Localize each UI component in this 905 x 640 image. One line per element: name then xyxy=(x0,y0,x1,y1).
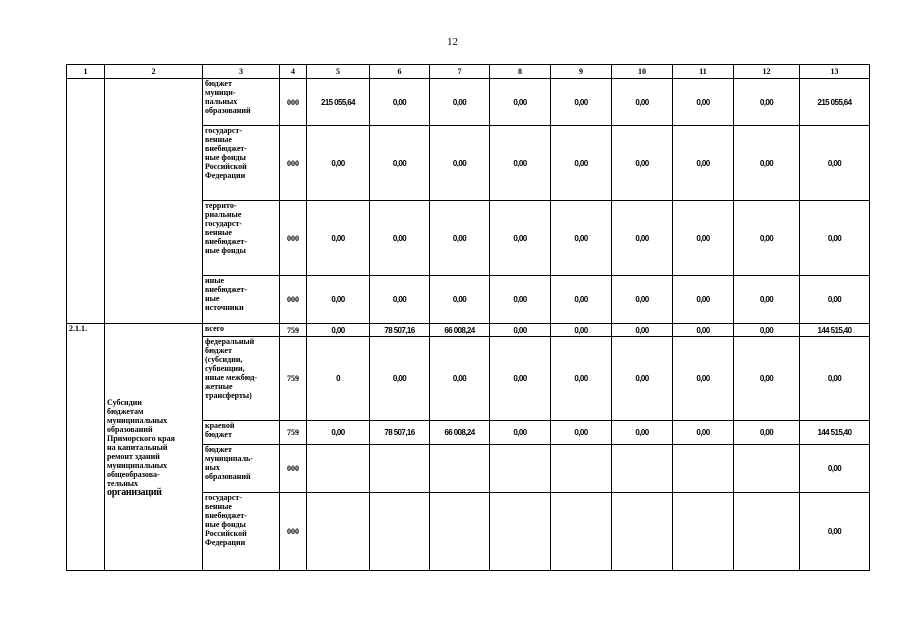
source-cell: федеральный бюджет (субсидии, субвенции, иные межбюд- жетные трансферты) xyxy=(203,337,280,421)
source-cell: иные внебюджет- ные источники xyxy=(203,276,280,324)
value-cell: 0,00 xyxy=(673,126,734,201)
value-cell: 0,00 xyxy=(430,337,490,421)
source-cell: бюджет муниципаль- ных образований xyxy=(203,445,280,493)
code-cell: 759 xyxy=(280,324,307,337)
header-cell: 13 xyxy=(800,65,870,79)
value-cell: 0,00 xyxy=(612,276,673,324)
value-cell xyxy=(734,445,800,493)
value-cell: 0,00 xyxy=(673,79,734,126)
code-cell: 000 xyxy=(280,493,307,571)
value-cell: 0,00 xyxy=(612,337,673,421)
code-cell: 000 xyxy=(280,276,307,324)
value-cell xyxy=(430,445,490,493)
value-cell: 0,00 xyxy=(673,276,734,324)
value-cell: 0,00 xyxy=(551,201,612,276)
value-cell xyxy=(307,493,370,571)
value-cell: 0,00 xyxy=(551,126,612,201)
value-cell xyxy=(370,493,430,571)
code-cell: 000 xyxy=(280,79,307,126)
value-cell xyxy=(612,493,673,571)
value-cell: 0,00 xyxy=(307,276,370,324)
source-cell: террито- риальные государст- венные внебюджет- ные фонды xyxy=(203,201,280,276)
value-cell: 0,00 xyxy=(370,337,430,421)
row-id-cell xyxy=(67,79,105,324)
source-cell: государст- венные внебюджет- ные фонды Российской Федерации xyxy=(203,493,280,571)
value-cell: 0,00 xyxy=(800,201,870,276)
value-cell: 0,00 xyxy=(307,324,370,337)
source-cell: краевой бюджет xyxy=(203,421,280,445)
source-cell: государст- венные внебюджет- ные фонды Российской Федерации xyxy=(203,126,280,201)
value-cell: 0,00 xyxy=(800,493,870,571)
table-row xyxy=(67,324,870,337)
value-cell: 0,00 xyxy=(370,201,430,276)
value-cell: 144 515,40 xyxy=(800,421,870,445)
value-cell: 0,00 xyxy=(551,276,612,324)
value-cell: 0,00 xyxy=(612,421,673,445)
value-cell: 0,00 xyxy=(490,201,551,276)
value-cell: 0 xyxy=(307,337,370,421)
header-cell: 3 xyxy=(203,65,280,79)
value-cell: 0,00 xyxy=(734,126,800,201)
header-cell: 4 xyxy=(280,65,307,79)
budget-table xyxy=(66,64,870,571)
value-cell xyxy=(612,445,673,493)
value-cell: 0,00 xyxy=(490,337,551,421)
value-cell: 0,00 xyxy=(551,79,612,126)
value-cell: 0,00 xyxy=(800,126,870,201)
value-cell: 0,00 xyxy=(673,421,734,445)
value-cell: 0,00 xyxy=(490,79,551,126)
value-cell xyxy=(734,493,800,571)
code-cell: 000 xyxy=(280,445,307,493)
header-cell: 10 xyxy=(612,65,673,79)
value-cell: 0,00 xyxy=(370,79,430,126)
value-cell: 78 507,16 xyxy=(370,421,430,445)
header-cell: 8 xyxy=(490,65,551,79)
value-cell: 0,00 xyxy=(612,201,673,276)
header-cell: 5 xyxy=(307,65,370,79)
value-cell: 0,00 xyxy=(612,324,673,337)
header-cell: 12 xyxy=(734,65,800,79)
header-cell: 6 xyxy=(370,65,430,79)
value-cell: 0,00 xyxy=(673,324,734,337)
code-cell: 000 xyxy=(280,126,307,201)
page-number: 12 xyxy=(447,36,458,48)
value-cell xyxy=(490,445,551,493)
value-cell: 0,00 xyxy=(673,337,734,421)
value-cell xyxy=(490,493,551,571)
header-cell: 11 xyxy=(673,65,734,79)
value-cell: 0,00 xyxy=(430,201,490,276)
value-cell: 215 055,64 xyxy=(307,79,370,126)
description-text: Субсидии бюджетам муниципальных образований Приморского края на капитальный ремонт зданий муниципальных общеобразова- тельных xyxy=(107,397,175,488)
value-cell: 0,00 xyxy=(734,276,800,324)
value-cell xyxy=(673,493,734,571)
value-cell: 215 055,64 xyxy=(800,79,870,126)
value-cell: 0,00 xyxy=(551,421,612,445)
value-cell: 144 515,40 xyxy=(800,324,870,337)
value-cell xyxy=(307,445,370,493)
value-cell: 0,00 xyxy=(800,337,870,421)
value-cell xyxy=(551,445,612,493)
value-cell: 0,00 xyxy=(551,337,612,421)
value-cell: 66 008,24 xyxy=(430,421,490,445)
value-cell: 0,00 xyxy=(612,79,673,126)
value-cell: 0,00 xyxy=(734,421,800,445)
value-cell: 0,00 xyxy=(800,276,870,324)
value-cell: 0,00 xyxy=(430,126,490,201)
description-last-word: организаций xyxy=(107,486,162,498)
value-cell: 0,00 xyxy=(734,324,800,337)
value-cell xyxy=(430,493,490,571)
value-cell: 0,00 xyxy=(734,79,800,126)
value-cell xyxy=(551,493,612,571)
value-cell: 0,00 xyxy=(800,445,870,493)
header-cell: 2 xyxy=(105,65,203,79)
value-cell: 0,00 xyxy=(370,126,430,201)
value-cell: 0,00 xyxy=(430,79,490,126)
table-row xyxy=(67,79,870,126)
value-cell: 0,00 xyxy=(307,126,370,201)
value-cell: 0,00 xyxy=(490,324,551,337)
value-cell xyxy=(673,445,734,493)
header-cell: 9 xyxy=(551,65,612,79)
source-cell: всего xyxy=(203,324,280,337)
value-cell: 66 008,24 xyxy=(430,324,490,337)
value-cell: 0,00 xyxy=(673,201,734,276)
code-cell: 759 xyxy=(280,337,307,421)
value-cell: 0,00 xyxy=(307,201,370,276)
value-cell: 0,00 xyxy=(734,201,800,276)
value-cell: 0,00 xyxy=(370,276,430,324)
description-cell xyxy=(105,79,203,324)
value-cell: 0,00 xyxy=(490,276,551,324)
description-cell xyxy=(105,324,203,571)
value-cell: 0,00 xyxy=(307,421,370,445)
header-row xyxy=(67,65,870,79)
value-cell: 78 507,16 xyxy=(370,324,430,337)
header-cell: 7 xyxy=(430,65,490,79)
value-cell: 0,00 xyxy=(430,276,490,324)
source-cell: бюджет муници- пальных образований xyxy=(203,79,280,126)
code-cell: 000 xyxy=(280,201,307,276)
value-cell xyxy=(370,445,430,493)
value-cell: 0,00 xyxy=(490,126,551,201)
code-cell: 759 xyxy=(280,421,307,445)
value-cell: 0,00 xyxy=(612,126,673,201)
value-cell: 0,00 xyxy=(551,324,612,337)
header-cell: 1 xyxy=(67,65,105,79)
value-cell: 0,00 xyxy=(734,337,800,421)
value-cell: 0,00 xyxy=(490,421,551,445)
row-id-cell: 2.1.1. xyxy=(67,324,105,571)
